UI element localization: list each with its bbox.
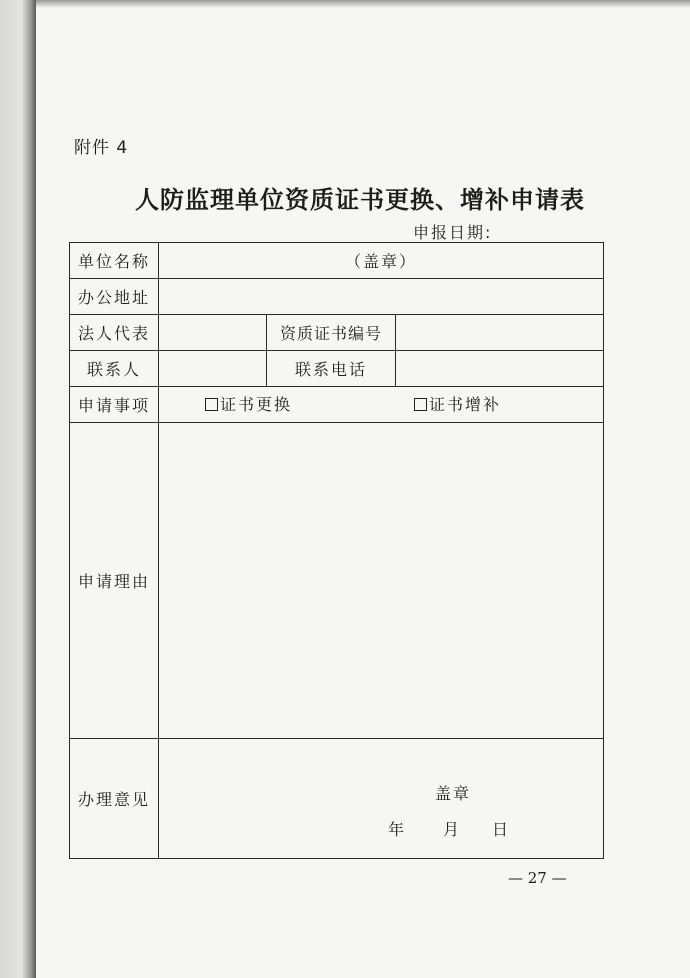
- opinion-seal: 盖章: [435, 784, 472, 803]
- office-address-label: 办公地址: [70, 279, 159, 315]
- option-supplement[interactable]: [414, 387, 501, 423]
- opinion-label: 办理意见: [70, 739, 159, 859]
- application-item-label: 申请事项: [70, 387, 159, 423]
- row-unit-name: [70, 243, 604, 279]
- row-contact: [70, 351, 604, 387]
- attachment-label: 附件 4: [74, 138, 129, 158]
- form-title: 人防监理单位资质证书更换、增补申请表: [135, 185, 585, 214]
- page-number: — 27 —: [508, 869, 567, 887]
- option-replace[interactable]: [205, 387, 292, 423]
- office-address-field[interactable]: [159, 279, 604, 315]
- contact-phone-field[interactable]: [396, 351, 604, 387]
- application-form-table: [69, 242, 604, 859]
- legal-rep-label: 法人代表: [70, 315, 159, 351]
- row-reason: [70, 423, 604, 739]
- row-legal-rep: [70, 315, 604, 351]
- unit-name-field[interactable]: [159, 243, 604, 279]
- row-opinion: [70, 739, 604, 859]
- row-application-item: [70, 387, 604, 423]
- reason-field[interactable]: [159, 423, 604, 739]
- option-supplement-label: 证书增补: [429, 395, 502, 414]
- cert-number-label: 资质证书编号: [267, 315, 396, 351]
- opinion-month: 月: [443, 820, 462, 839]
- row-office-address: [70, 279, 604, 315]
- reason-label: 申请理由: [70, 423, 159, 739]
- checkbox-replace[interactable]: [205, 398, 218, 411]
- contact-field[interactable]: [159, 351, 267, 387]
- scan-edge-top: [36, 0, 690, 8]
- scan-edge-left: [0, 0, 36, 978]
- cert-number-field[interactable]: [396, 315, 604, 351]
- application-item-options: [159, 387, 604, 423]
- opinion-day: 日: [492, 820, 511, 839]
- report-date-label: 申报日期:: [413, 223, 493, 242]
- unit-name-label: 单位名称: [70, 243, 159, 279]
- contact-phone-label: 联系电话: [267, 351, 396, 387]
- unit-name-seal: （盖章）: [345, 252, 418, 271]
- contact-label: 联系人: [70, 351, 159, 387]
- legal-rep-field[interactable]: [159, 315, 267, 351]
- option-replace-label: 证书更换: [220, 395, 293, 414]
- opinion-year: 年: [388, 820, 407, 839]
- checkbox-supplement[interactable]: [414, 398, 427, 411]
- opinion-field[interactable]: [159, 739, 604, 859]
